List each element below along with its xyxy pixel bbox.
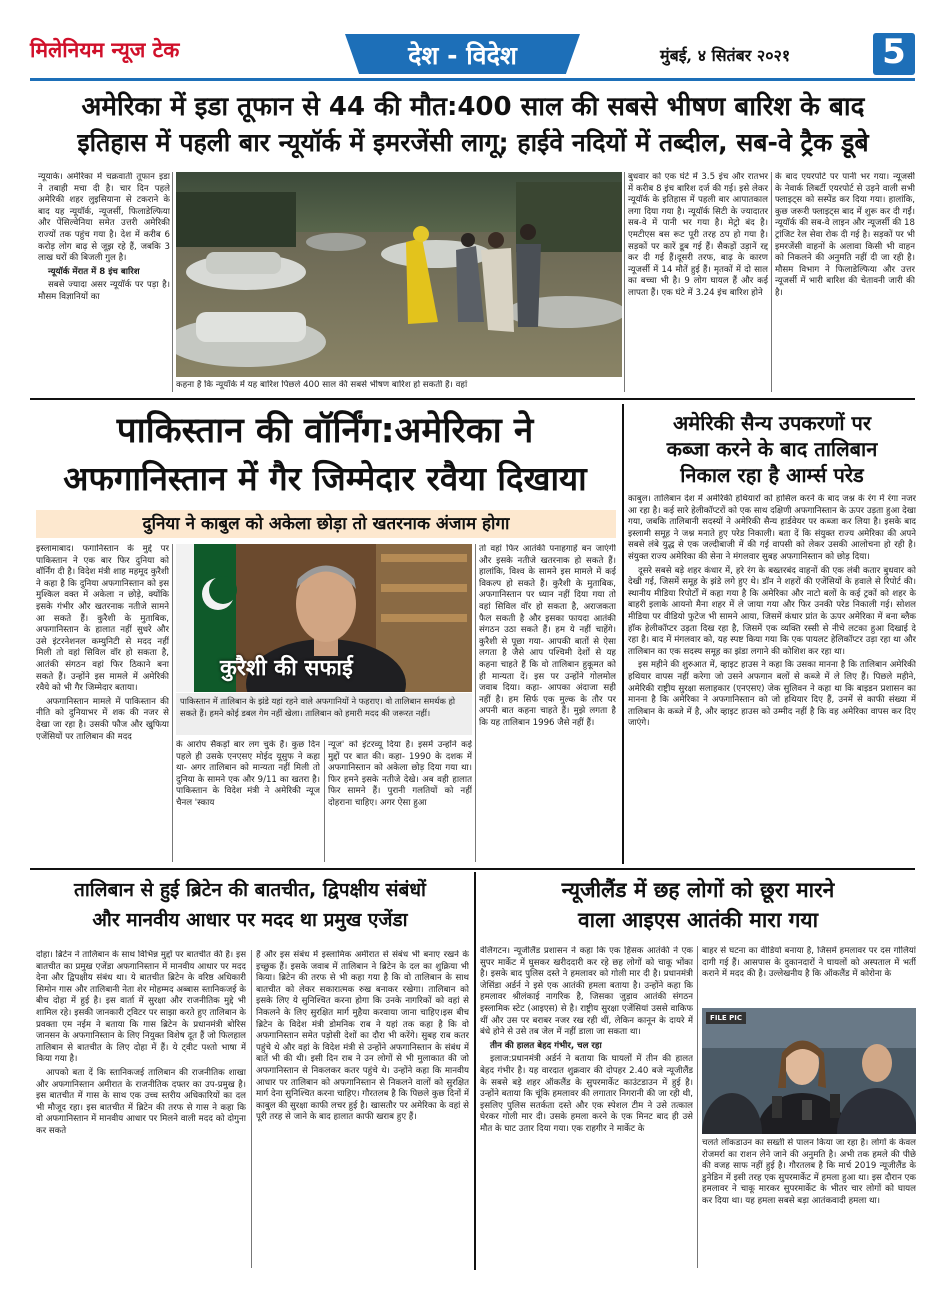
story2-col1-text-b: अफगानिस्तान मामले में पाकिस्तान की नीति को दुनियाभर में शक की नजर से देखा जा रहा है। उसकी फौज और खुफिया एजेंसियों पर तालिबान की मदद (36, 696, 169, 742)
story3-body-text-b: दूसरे सबसे बड़े शहर कंधार में, हरे रंग के बख्तरबंद वाहनों की एक लंबी कतार बुधवार को देखी गई, जिसमें समूह के झंडे लगे हुए थे। डॉन ने शहरों की एजेंसियों के हवाले से रिपोर्ट की।स्थानीय मीडिया रिपोर्टों में कहा गया है कि अमेरिका और नाटो बलों के कई ट्रकों को शहर के बाहरी इलाके आयनो मैना शहर में ले जाया गया और फिर उनकी परेड निकाली गई। सोशल मीडिया पर वीडियो फुटेज भी सामने आया, जिसमें कंधार प्रांत के ऊपर अमेरिका में बना ब्लैक हॉक हेलीकॉप्टर उड़ता दिख रहा है, जिसमें एक व्यक्ति रस्सी से नीचे लटका हुआ दिखाई दे रहा है। बाद में मंगलवार को, यह स्पष्ट किया गया कि एक पायलट हेलिकॉप्टर उड़ा रहा था और तालिबान का एक सदस्य समूह का झंडा लगाने की कोशिश कर रहा था। (628, 565, 916, 657)
story4-col1-text-b: आपको बता दें कि स्तानिकजई तालिबान की राजनीतिक शाखा और अफगानिस्तान अमीरात के राजनीतिक दफ्तर का उप-प्रमुख है। इस बातचीत में गास के साथ एक उच्च स्तरीय अधिकारियों का दल भी मौजूद रहा। इस बातचीत में ब्रिटेन की तरफ से गास ने कहा कि वो अफगानिस्तान में मानवीय आधार पर मिलने वाली मदद को दोगुना कर सकते (36, 1067, 246, 1136)
story1-col4 (775, 172, 915, 394)
story5-headline-line1: न्यूजीलैंड में छह लोगों को छूरा मारने (561, 878, 835, 902)
story4-headline-line1: तालिबान से हुई ब्रिटेन की बातचीत, द्विपक्षीय संबंधों (74, 879, 426, 901)
story4-divider (251, 950, 252, 1268)
story5-col1-subhead: तीन की हालत बेहद गंभीर, चल रहा (490, 1040, 602, 1051)
story3-headline-line2: कब्जा करने के बाद तालिबान (666, 437, 878, 461)
story2-subheadline: दुनिया ने काबुल को अकेला छोड़ा तो खतरनाक अंजाम होगा (142, 514, 510, 534)
story1-col3-text: बुधवार को एक घंटे में 3.5 इंच और रातभर में करीब 8 इंच बारिश दर्ज की गई। इसे लेकर न्यूयॉर्क के इतिहास में पहली बार आपातकाल लगा दिया गया है। न्यूयॉर्क सिटी के ज्यादातर सब-वे में पानी भर गया है। मेट्रो बंद है। एमटीएस बस रूट पूरी तरह ठप हो गया है। सड़कों पर कारें डूब गई हैं। सैकड़ों उड़ानें रद्द कर दी गई हैं।दूसरी तरफ, बाढ़ के कारण न्यूजर्सी में 14 मौतें हुई हैं। मृतकों में दो साल का बच्चा भी है। 9 लोग घायल हैं और कई लापता हैं। एक घंटे में 3.24 इंच बारिश होने (628, 172, 768, 298)
story3-body (628, 494, 916, 864)
story4-story5-divider (474, 872, 476, 1270)
flood-photo (176, 172, 622, 377)
story5-col2-b (702, 1138, 916, 1270)
story4-col1-text: दोहा। ब्रिटेन ने तालिबान के साथ विभिन्न मुद्दों पर बातचीत की है। इस बातचीत का प्रमुख एजेंडा अफगानिस्तान में मानवीय आधार पर मदद देना और द्विपक्षीय संबंध था। ये बातचीत ब्रिटेन के वरिष्ठ अधिकारी सिमोन गास और तालिबानी नेता शेर मोहम्मद अब्बास स्तानिकजई के बीच दोहा में हुई है। इस वार्ता में सुरक्षा और राजनीतिक मुद्दे भी शामिल रहे। इसकी जानकारी ट्विटर पर साझा करते हुए तालिबान के प्रवक्ता एम नईम ने बताया कि गास ब्रिटेन के प्रधानमंत्री बोरिस जानसन के अफगानिस्तान के लिए नियुक्त विशेष दूत हैं जो फिलहाल तालिबान से बातचीत के लिए दोहा में हैं। ये ट्वीट पश्तो भाषा में किया गया है। (36, 950, 246, 1065)
story3-headline-line1: अमेरिकी सैन्य उपकरणों पर (672, 411, 872, 435)
story1-col1-text-b: सबसे ज्यादा असर न्यूयॉर्क पर पड़ा है। मौसम विज्ञानियों का (38, 280, 170, 302)
story1-col1 (38, 172, 170, 392)
story1-col3 (628, 172, 768, 394)
masthead (0, 0, 945, 86)
story2-col2 (176, 740, 320, 864)
story4-headline-line2: और मानवीय आधार पर मदद था प्रमुख एजेंडा (92, 909, 408, 931)
story5-col2-text-b: चलते लॉकडाउन का सख्ती से पालन किया जा रहा है। लोगों के केवल रोजमर्रा का राशन लेने जाने की अनुमति है। अभी तक हमले की पीछे की वजह साफ नहीं हुई है। गौरतलब है कि मार्च 2019 न्यूजीलैंड के डुनेडिन में इसी तरह एक सुपरमार्केट में हमला हुआ था। इस दौरान एक हमलावर ने चाकू मारकर सुपरमार्केट के भीतर चार लोगों को घायल कर दिया था। यह हमला सबसे बड़ा आतंकवादी हमला था। (702, 1138, 916, 1206)
story5-divider (697, 946, 698, 1268)
story2-headline-line2: अफगानिस्तान में गैर जिम्मेदार रवैया दिखाया (63, 459, 587, 498)
story2-col3 (328, 740, 472, 864)
story5-headline-line2: वाला आइएस आतंकी मारा गया (577, 908, 819, 932)
story1-divider-2 (624, 172, 625, 392)
masthead-rule (30, 78, 915, 81)
story1-headline-line1: अमेरिका में इडा तूफान से 44 की मौत:400 साल की सबसे भीषण बारिश के बाद (81, 92, 865, 122)
story5-col1 (480, 946, 693, 1270)
story1-bottom-rule (30, 398, 915, 400)
masthead-paper-name: मिलेनियम न्यूज टेक (30, 38, 180, 62)
story3-body-text: काबुल। तालिबान देश में अमेरिकी हथियारों को हासिल करने के बाद जश्न के रंग में रंगा नजर आ रहा है। कई सारे हेलीकॉप्टरों को एक साथ दक्षिणी अफगानिस्तान के ऊपर उड़ता हुआ देखा गया, जबकि तालिबानी सदस्यों ने अमेरिकी सैन्य हार्डवेयर पर कब्जा कर लिया है। इसके बाद इस्लामी समूह ने जश्न मनाते हुए परेड निकाली। बता दें कि संयुक्त राज्य अमेरिका की अपने सबसे लंबे युद्ध से एक जल्दीबाजी में की गई वापसी को लेकर उसकी आलोचना हो रही है। संयुक्त राज्य अमेरिका की सेना ने मंगलवार सुबह अफगानिस्तान को छोड़ दिया। (628, 494, 916, 562)
ardern-photo-image (702, 1008, 916, 1134)
story1-divider-3 (771, 172, 772, 392)
story1-col1-text: न्यूयार्क। अमेरिका में चक्रवाती तूफान इडा ने तबाही मचा दी है। चार दिन पहले अमेरिकी शहर लुइसियाना से टकराने के बाद यह न्यूयॉर्क, न्यूजर्सी, फिलाडेल्फिया और पेंसिल्वेनिया समेत उत्तरी अमेरिकी राज्यों तक पहुंच गया है। देश में करीब 6 करोड़ लोग बाढ़ से जूझ रहे हैं, जबकि 3 लाख घरों की बिजली गुल है। (38, 172, 170, 264)
story2-divider-1 (172, 544, 173, 862)
page-number: 5 (882, 32, 906, 72)
story2-divider-3 (475, 544, 476, 862)
story4-col2-text: हैं और इस संबंध में इस्लामिक अमीरात से संबंध भी बनाए रखने के इच्छुक हैं। इसके जवाब में तालिबान ने ब्रिटेन के दल का शुक्रिया भी किया। ब्रिटेन की तरफ से भी कहा गया है कि वो तालिबान के साथ बातचीत को लेकर सकारात्मक रुख बनाकर रखेगा। तालिबान को इसके लिए ये सुनिश्चित करना होगा कि उनके नागरिकों को वहां से निकलने के लिए सुरक्षित मार्ग मुहैया करवाया जाना चाहिए।इस बीच ब्रिटेन के विदेश मंत्री डोमनिक राब ने यहां तक कहा है कि वो अफगानिस्तान समेत पड़ोसी देशों का दौरा भी करेंगे। सुबह राब कतर पहुंचे थे और वहां के विदेश मंत्री से उन्होंने अफगानिस्तान के संबंध में बातें भी की थी। इसी दिन राब ने उन लोगों से भी मुलाकात की जो अफगानिस्तान से निकलकर कतर पहुंचे थे। उन्होंने कहा कि मानवीय आधार पर तालिबान को अफगानिस्तान से निकलने वालों को सुरक्षित मार्ग देना सुनिश्चित करना चाहिए। गौरतलब है कि पिछले कुछ दिनों में काबुल की सुरक्षा काफी लचर हुई है। खासतौर पर अमेरिका के वहां से पूरी तरह से जाने के बाद हालात काफी खराब हुए हैं। (256, 950, 469, 1123)
mid-rule (30, 868, 915, 870)
story2-col1-text: इस्लामाबाद। फगानिस्तान के मुद्दे पर पाकिस्तान ने एक बार फिर दुनिया को वॉर्निंग दी है। विदेश मंत्री शाह महमूद कुरैशी ने कहा है कि दुनिया अफगानिस्तान को इस मुश्किल वक्त में अकेला न छोड़े, क्योंकि इसके गंभीर और खतरनाक नतीजे सामने आ सकते हैं। कुरैशी के मुताबिक, अफगानिस्तान के हालात नहीं सुधरे और उसे इंटरनेशनल कम्युनिटी से मदद नहीं मिली तो वहां सिविल वॉर हो सकता है, आतंकी संगठन वहां फिर ठिकाने बना सकते हैं। उन्होंने इस मामले में अमेरिकी रवैये को भी गैर जिम्मेदार बताया। (36, 544, 169, 694)
story5-col2 (702, 946, 916, 1002)
story1-headline-line2: इतिहास में पहली बार न्यूयॉर्क में इमरजेंसी लागू; हाईवे नदियों में तब्दील, सब-वे ट्रैक डूबे (77, 128, 869, 157)
ardern-photo (702, 1008, 916, 1134)
flood-photo-image (176, 172, 622, 377)
story2-headline-line1: पाकिस्तान की वॉर्निंग:अमेरिका ने (116, 411, 534, 451)
story2-col1 (36, 544, 169, 864)
masthead-section: देश - विदेश (408, 41, 517, 70)
story2-divider-2 (324, 740, 325, 862)
story2-col4-text: तो वहां फिर आतंकी पनाहगाहें बन जाएंगी और इसके नतीजे खतरनाक हो सकते हैं। हालांकि, विश्व के सामने इस मामले में कई विकल्प हो सकते हैं। कुरैशी के मुताबिक, अफगानिस्तान पर ध्यान नहीं दिया गया तो वहां सिविल वॉर हो सकता है, अराजकता फैल सकती है और इसका फायदा आतंकी संगठन उठा सकते हैं। हम ये नहीं चाहेंगे। कुरैशी से पूछा गया- आपकी बातों से ऐसा लगता है जैसे आप पश्चिमी देशों से यह कहना चाहते हैं कि वो तालिबान हुकूमत को ही मान्यता दें। इस पर उन्होंने गोलमोल जवाब दिया। कहा- आपका अंदाजा सही नहीं है। हम सिर्फ एक मुल्क के तौर पर अपनी बात कहना चाहते हैं। मुझे लगता है कि यह तालिबान 1996 जैसे नहीं हैं। (479, 544, 616, 728)
story1-col4-text: के बाद एयरपोर्ट पर पानी भर गया। न्यूजर्सी के नेवार्क लिबर्टी एयरपोर्ट से उड़ने वाली सभी फ्लाइट्स को सस्पेंड कर दिया गया। हालांकि, कुछ जरूरी फ्लाइट्स बाद में शुरू कर दी गईं। न्यूयॉर्क की सब-वे लाइन और न्यूजर्सी की 18 ट्रांजिट रेल सेवा रोक दी गई है। सड़कों पर भी इमरजेंसी वाहनों के अलावा किसी भी वाहन को निकलने की अनुमति नहीं दी जा रही है। मौसम विभाग ने फिलाडेल्फिया और उत्तर न्यूजर्सी में भारी बारिश की चेतावनी जारी की है। (775, 172, 915, 298)
story2-col2-text: के आरोप सैकड़ों बार लग चुके हैं। कुछ दिन पहले ही उसके एनएसए मोईद यूसुफ ने कहा था- अगर तालिबान को मान्यता नहीं मिली तो दुनिया के सामने एक और 9/11 का खतरा है। पाकिस्तान के विदेश मंत्री ने अमेरिकी न्यूज चैनल 'स्काय (176, 740, 320, 808)
story5-col2-text: बाहर से घटना का वीडियो बनाया है, जिसमें हमलावर पर दस गोलियां दागी गई हैं। आसपास के दुकानदारों ने घायलों को अस्पताल में भर्ती कराने में मदद की है। उल्लेखनीय है कि ऑकलैंड में कोरोना के (702, 946, 916, 980)
story5-col1-text: वेलिंगटन। न्यूजीलैंड प्रशासन ने कहा कि एक हिंसक आतंकी ने एक सुपर मार्केट में घुसकर खरीददारी कर रहे छह लोगों को चाकू भोंका है। इसके बाद पुलिस दस्ते ने हमलावर को गोली मार दी है। प्रधानमंत्री जेसिंडा अर्डर्न ने इसे एक आतंकी हमला बताया है। उन्होंने कहा कि हमलावर श्रीलंकाई नागरिक है, जिसका जुड़ाव आतंकी संगठन इस्लामिक स्टेट (आइएस) से है। राष्ट्रीय सुरक्षा एजेंसियां उससे वाकिफ थीं और उस पर बराबर नजर रख रही थीं, लेकिन कानून के दायरे में बंधे होने से उसे तब जेल में नहीं डाला जा सकता था। (480, 946, 693, 1038)
story5-col1-text-b: इलाज:प्रधानमंत्री अर्डर्न ने बताया कि घायलों में तीन की हालत बेहद गंभीर है। यह वारदात शुक्रवार की दोपहर 2.40 बजे न्यूजीलैंड के सबसे बड़े शहर ऑकलैंड के सुपरमार्केट काउंटडाउन में हुई है। उन्होंने बताया कि चूंकि हमलावर की लगातार निगरानी की जा रही थी, इसलिए पुलिस सतर्कता दस्ते और एक स्पेशल टीम ने उसे तत्काल घेरकर गोली मार दी। उसके हमला करने के एक मिनट बाद ही उसे मौत के घाट उतार दिया गया। एक राहगीर ने मार्केट के (480, 1054, 693, 1134)
story3-body-text-c: इस महीने की शुरुआत में, व्हाइट हाउस ने कहा कि उसका मानना है कि तालिबान अमेरिकी हथियार वापस नहीं करेगा जो उसने अफगान बलों से कब्जे में ले लिए हैं। पिछले महीने, अमेरिकी राष्ट्रीय सुरक्षा सलाहकार (एनएसए) जेक सुलिवन ने कहा था कि बाइडन प्रशासन का मानना है कि अमेरिका ने अफगानिस्तान को जो हथियार दिए हैं, उनमें से काफी संख्या में तालिबान के कब्जे में है, और व्हाइट हाउस को उम्मीद नहीं है कि वह अमेरिका वापस कर दिए जाएंगे। (628, 660, 916, 729)
story2-story3-divider (622, 404, 624, 864)
masthead-dateline: मुंबई, ४ सितंबर २०२१ (660, 46, 791, 65)
story2-col3-text: न्यूज' को इंटरव्यू दिया है। इसमें उन्होंने कई मुद्दों पर बात की। कहा- 1990 के दशक में अफगानिस्तान को अकेला छोड़ दिया गया था। फिर हमने इसके नतीजे देखे। अब वही हालात फिर सामने हैं। पुरानी गलतियों को नहीं दोहराना चाहिए। अगर ऐसा हुआ (328, 740, 472, 808)
story1-col1-subhead: न्यूयॉर्क मेंरात में 8 इंच बारिश (48, 266, 140, 277)
ardern-photo-tag: FILE PIC (706, 1012, 746, 1024)
qureshi-photo-caption: पाकिस्तान में तालिबान के झंडे यहां रहने वाले अफगानियों ने फहराए। वो तालिबान समर्थक हो सकते हैं। हमने कोई डबल गेम नहीं खेला। तालिबान को हमारी मदद की जरूरत नहीं। (176, 693, 472, 735)
story1-photo-caption-row: कहना है कि न्यूयॉर्क में यह बारिश पिछले 400 साल की सबसे भीषण बारिश हो सकती है। वहां (176, 380, 468, 390)
story2-col4 (479, 544, 616, 864)
story3-headline-line3: निकाल रहा है आर्म्स परेड (680, 463, 864, 487)
story1-divider-1 (172, 172, 173, 392)
qureshi-photo-overlay: कुरैशी की सफाई (220, 656, 353, 681)
story4-col1 (36, 950, 246, 1270)
story4-col2 (256, 950, 469, 1270)
